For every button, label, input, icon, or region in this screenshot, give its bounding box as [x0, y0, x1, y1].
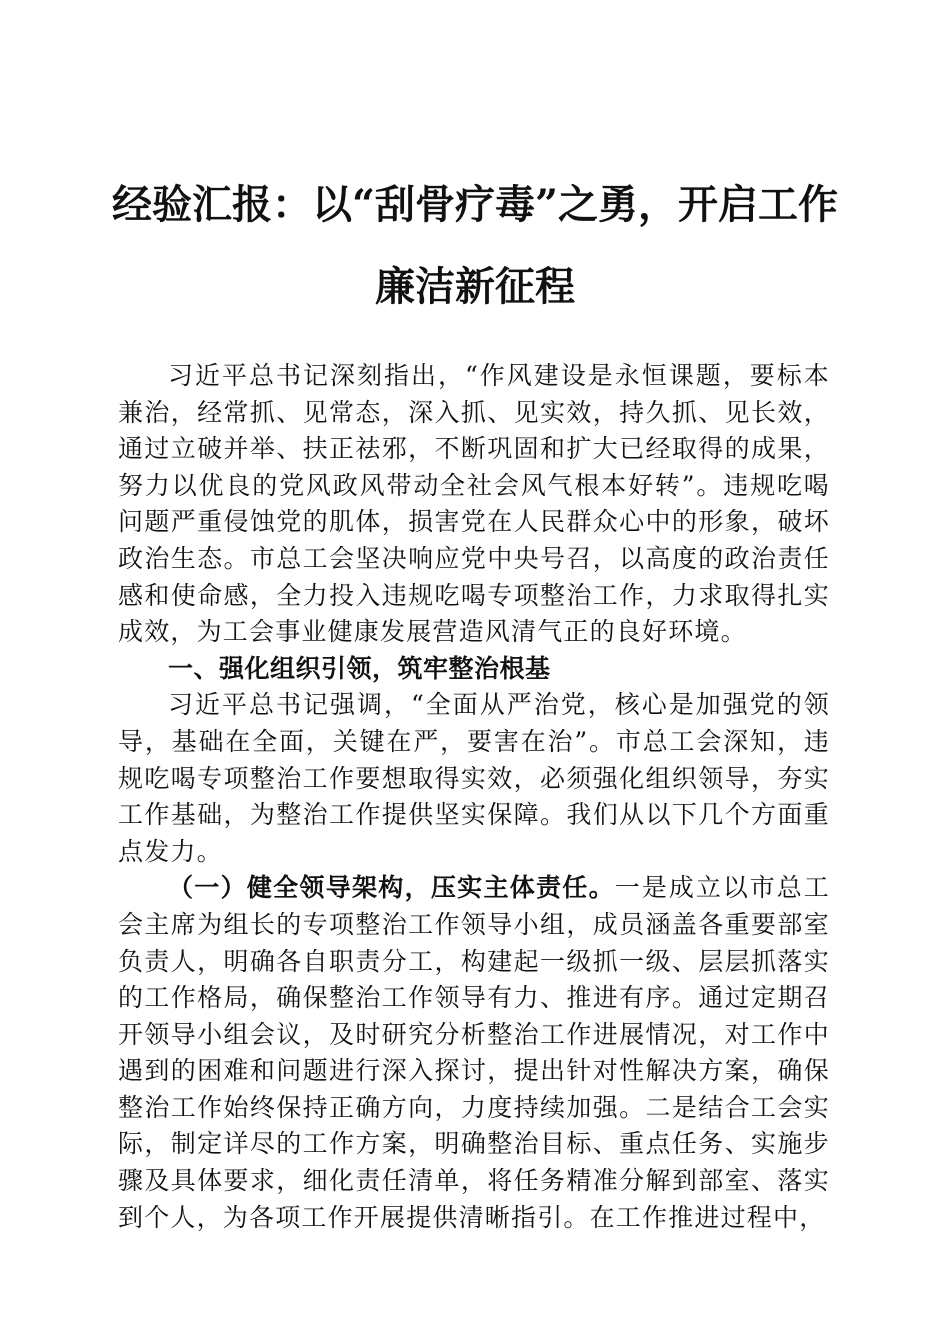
intro-paragraph: 习近平总书记深刻指出，“作风建设是永恒课题，要标本兼治，经常抓、见常态，深入抓、见实效，持久抓、见长效，通过立破并举、扶正祛邪，不断巩固和扩大已经取得的成果，努力以优良的党风政风带动全社会风气根本好转”。违规吃喝问题严重侵蚀党的肌体，损害党在人民群众心中的形象，破坏政治生态。市总工会坚决响应党中央号召，以高度的政治责任感和使命感，全力投入违规吃喝专项整治工作，力求取得扎实成效，为工会事业健康发展营造风清气正的良好环境。: [118, 361, 830, 647]
document-title: 经验汇报：以“刮骨疗毒”之勇，开启工作廉洁新征程: [111, 181, 838, 310]
document-body: [118, 358, 830, 1236]
section-paragraph: 习近平总书记强调，“全面从严治党，核心是加强党的领导，基础在全面，关键在严，要害在治”。市总工会深知，违规吃喝专项整治工作要想取得实效，必须强化组织领导，夯实工作基础，为整治工作提供坚实保障。我们从以下几个方面重点发力。: [118, 690, 830, 866]
subsection-heading: （一）健全领导架构，压实主体责任。: [168, 873, 615, 903]
subsection-paragraph: [118, 870, 830, 1236]
subsection-text: 一是成立以市总工会主席为组长的专项整治工作领导小组，成员涵盖各重要部室负责人，明确各自职责分工，构建起一级抓一级、层层抓落实的工作格局，确保整治工作领导有力、推进有序。通过定期召开领导小组会议，及时研究分析整治工作进展情况，对工作中遇到的困难和问题进行深入探讨，提出针对性解决方案，确保整治工作始终保持正确方向，力度持续加强。二是结合工会实际，制定详尽的工作方案，明确整治目标、重点任务、实施步骤及具体要求，细化责任清单，将任务精准分解到部室、落实到个人，为各项工作开展提供清晰指引。在工作推进过程中，: [118, 873, 830, 1232]
section-heading: 一、强化组织引领，筑牢整治根基: [168, 653, 551, 683]
